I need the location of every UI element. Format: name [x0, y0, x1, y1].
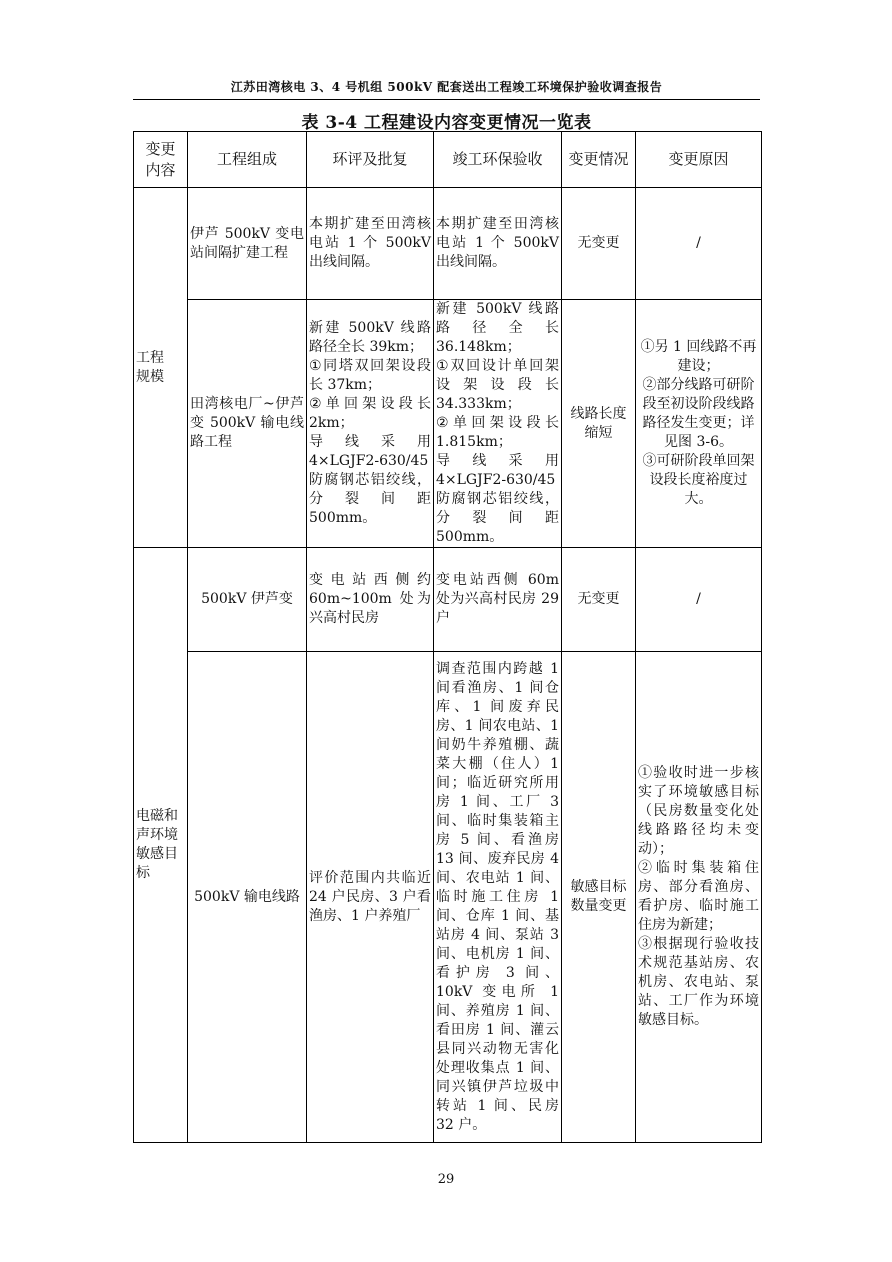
status-cell: 线路长度 缩短	[562, 300, 636, 548]
table-row	[134, 188, 762, 300]
col-header-eia: 环评及批复	[307, 132, 434, 188]
table-row	[134, 652, 762, 1143]
acceptance-cell: 变电站西侧 60m 处为兴高村民房 29 户	[434, 548, 562, 652]
col-header-change-content: 变更 内容	[134, 132, 188, 188]
table-header-row	[134, 132, 762, 188]
header-rule	[133, 99, 760, 100]
change-table	[133, 131, 762, 1143]
acceptance-cell: 新建 500kV 线路路径全长 36.148km； ①双回设计单回架设架设段长 34.333km； ②单回架设段长 1.815km； 导线采用 4×LGJF2-630/45 防腐钢芯铝绞线，分裂间距 500mm。	[434, 300, 562, 548]
component-cell: 500kV 输电线路	[188, 652, 307, 1143]
status-cell: 无变更	[562, 188, 636, 300]
acceptance-cell: 调查范围内跨越 1 间看渔房、1 间仓库、1 间废弃民房、1 间农电站、1 间奶牛养殖棚、蔬菜大棚（住人）1 间；临近研究所用房 1 间、工厂 3 间、临时集装箱主房 5 间、看渔房 13 间、废弃民房 4 间、农电站 1 间、临时施工住房 1 间、仓库 1 间、基站房 4 间、泵站 3 间、电机房 1 间、看护房 3 间、10kV 变电所 1 间、养殖房 1 间、看田房 1 间、灌云县同兴动物无害化处理收集点 1 间、同兴镇伊芦垃圾中转站 1 间、民房 32 户。	[434, 652, 562, 1143]
category-cell-scale: 工程 规模	[134, 188, 188, 548]
eia-cell: 新建 500kV 线路路径全长 39km； ①同塔双回架设段长 37km； ②单回架设段长 2km； 导线采用 4×LGJF2-630/45 防腐钢芯铝绞线，分裂间距 500mm。	[307, 300, 434, 548]
category-cell-sensitive-targets: 电磁和 声环境 敏感目 标	[134, 548, 188, 1143]
page-number: 29	[437, 1172, 455, 1187]
col-header-acceptance: 竣工环保验收	[434, 132, 562, 188]
status-cell: 敏感目标 数量变更	[562, 652, 636, 1143]
col-header-status: 变更情况	[562, 132, 636, 188]
acceptance-cell: 本期扩建至田湾核电站 1 个 500kV 出线间隔。	[434, 188, 562, 300]
status-cell: 无变更	[562, 548, 636, 652]
reason-cell: ①另 1 回线路不再建设； ②部分线路可研阶段至初设阶段线路路径发生变更；详见图 3-6。 ③可研阶段单回架设段长度裕度过大。	[636, 300, 762, 548]
table-row	[134, 300, 762, 548]
eia-cell: 评价范围内共临近 24 户民房、3 户看渔房、1 户养殖厂	[307, 652, 434, 1143]
eia-cell: 变电站西侧约 60m~100m 处为兴高村民房	[307, 548, 434, 652]
col-header-component: 工程组成	[188, 132, 307, 188]
component-cell: 500kV 伊芦变	[188, 548, 307, 652]
reason-cell: /	[636, 188, 762, 300]
component-cell: 伊芦 500kV 变电站间隔扩建工程	[188, 188, 307, 300]
reason-cell: ①验收时进一步核实了环境敏感目标（民房数量变化处线路路径均未变动）； ②临时集装箱住房、部分看渔房、看护房、临时施工住房为新建； ③根据现行验收技术规范基站房、农机房、农电站、泵站、工厂作为环境敏感目标。	[636, 652, 762, 1143]
eia-cell: 本期扩建至田湾核电站 1 个 500kV 出线间隔。	[307, 188, 434, 300]
col-header-reason: 变更原因	[636, 132, 762, 188]
running-header: 江苏田湾核电 3、4 号机组 500kV 配套送出工程竣工环境保护验收调查报告	[230, 80, 663, 94]
component-cell: 田湾核电厂~伊芦变 500kV 输电线路工程	[188, 300, 307, 548]
reason-cell: /	[636, 548, 762, 652]
table-caption: 表 3-4 工程建设内容变更情况一览表	[301, 113, 592, 133]
table-row	[134, 548, 762, 652]
